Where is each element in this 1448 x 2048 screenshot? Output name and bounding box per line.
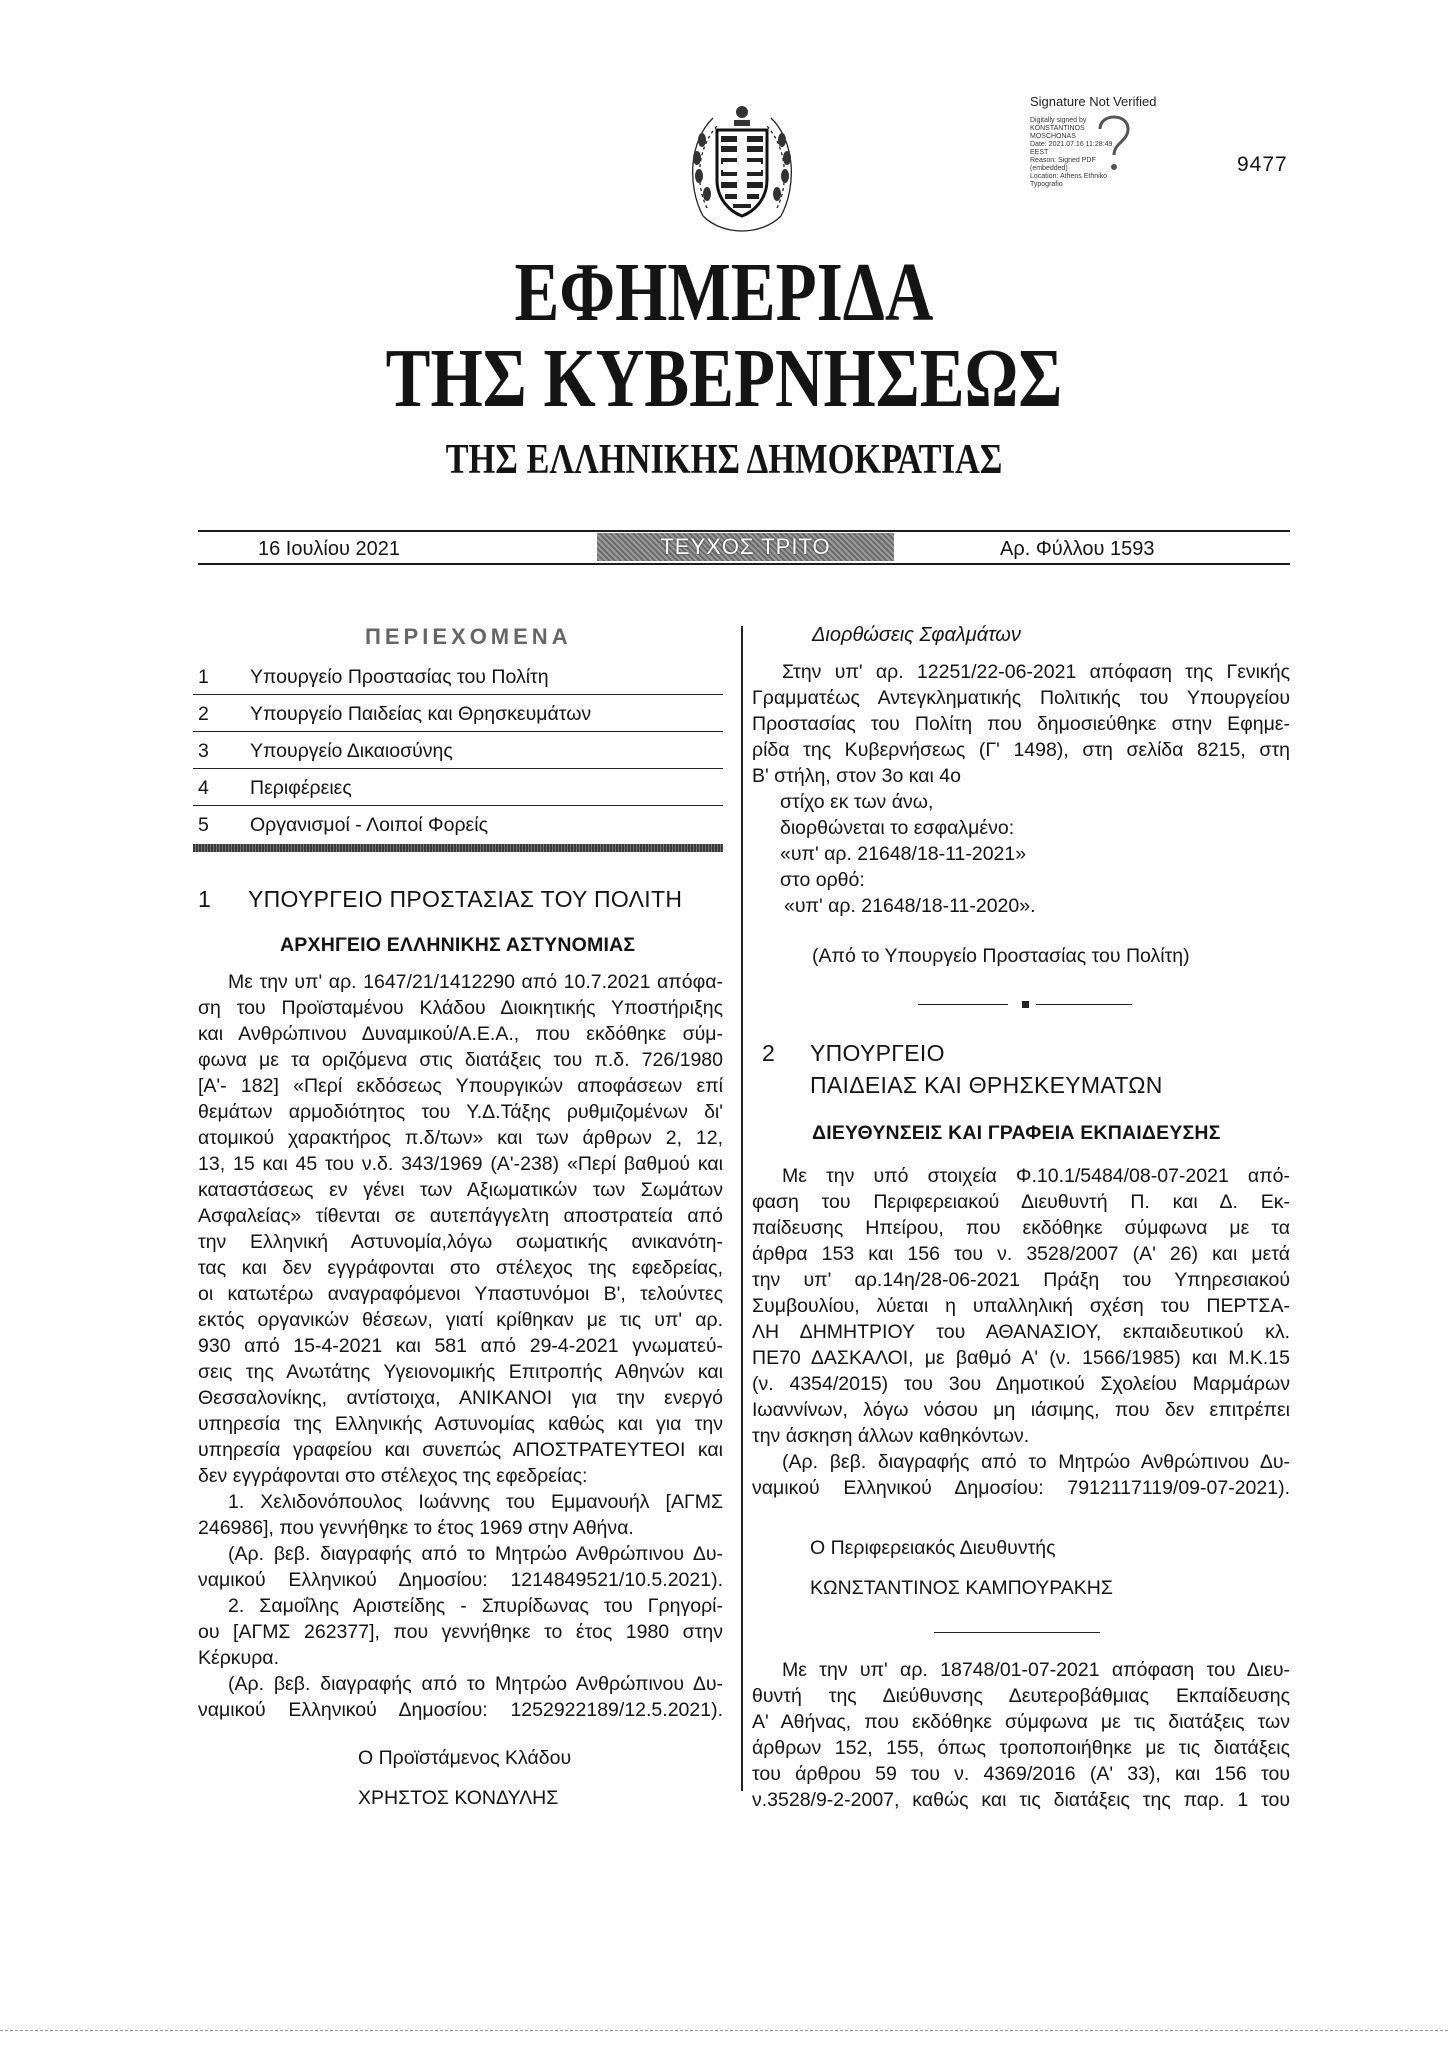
body-line: (Αρ. βεβ. διαγραφής από το Μητρώο Ανθρώπινου Δυ- <box>228 1543 723 1565</box>
body-line: 246986], που γεννήθηκε το έτος 1969 στην Αθήνα. <box>198 1517 634 1539</box>
section1-number: 1 <box>198 886 211 912</box>
body-line: διορθώνεται το εσφαλμένο: <box>780 817 1015 839</box>
body-line: Β' στήλη, στον 3ο και 4ο <box>752 765 961 787</box>
body-line: υπηρεσία γραφείου και συνεπώς ΑΠΟΣΤΡΑΤΕΥΤΕΟΙ και <box>198 1439 723 1461</box>
gazette-title-line2: ΤΗΣ ΚΥΒΕΡΝΗΣΕΩΣ <box>385 332 1063 425</box>
body-line: στο ορθό: <box>780 869 865 891</box>
body-line: Ασφαλείας» τίθενται σε αυτεπάγγελτη αποστρατεία από <box>198 1205 723 1227</box>
body-line: άρθρων 152, 155, όπως τροποποιήθηκε με τις διατάξεις <box>752 1737 1290 1759</box>
body-line: Συμβουλίου, λύεται η υπαλληλική σχέση του ΠΕΡΤΣΑ- <box>752 1295 1290 1317</box>
body-line: Α' Αθήνας, που εκδόθηκε σύμφωνα με τις διατάξεις των <box>752 1711 1290 1733</box>
body-line: ν.3528/9-2-2007, καθώς και τις διατάξεις της παρ. 1 του <box>752 1789 1290 1811</box>
body-line: καταστάσεως εν γένει των Αξιωματικών των Σωμάτων <box>198 1179 723 1201</box>
toc-item-label: Περιφέρειες <box>250 777 352 799</box>
signature-question-mark-icon <box>1090 109 1136 181</box>
toc-item-number: 2 <box>198 703 209 725</box>
separator-rule-left <box>918 1004 1008 1005</box>
section2-subheading: ΔΙΕΥΘΥΝΣΕΙΣ ΚΑΙ ΓΡΑΦΕΙΑ ΕΚΠΑΙΔΕΥΣΗΣ <box>812 1122 1221 1144</box>
page-number: 9477 <box>1237 153 1288 176</box>
body-line: ΠΕ70 ΔΑΣΚΑΛΟΙ, με βαθμό Α' (ν. 1566/1985) και Μ.Κ.15 <box>752 1347 1290 1369</box>
body-line: Με την υπ' αρ. 18748/01-07-2021 απόφαση του Διευ- <box>782 1659 1290 1681</box>
digital-signature-stamp <box>1030 95 1160 205</box>
separator-dot <box>1022 1001 1029 1008</box>
toc-item-label: Υπουργείο Προστασίας του Πολίτη <box>250 666 549 688</box>
body-line: δεν εγγράφονται στο στέλεχος της εφεδρείας: <box>198 1465 588 1487</box>
toc-title: ΠΕΡΙΕΧΟΜΕΝΑ <box>365 624 572 649</box>
gazette-subtitle: ΤΗΣ ΕΛΛΗΝΙΚΗΣ ΔΗΜΟΚΡΑΤΙΑΣ <box>445 437 1003 483</box>
body-line: 2. Σαμοΐλης Αριστείδης - Σπυρίδωνας του Γρηγορί- <box>228 1595 723 1617</box>
body-line: φωνα με τα οριζόμενα στις διατάξεις του π.δ. 726/1980 <box>198 1049 723 1071</box>
issue-sheet-number: Αρ. Φύλλου 1593 <box>1000 538 1155 560</box>
column-divider <box>741 626 743 1791</box>
body-line: (Αρ. βεβ. διαγραφής από το Μητρώο Ανθρώπινου Δυ- <box>228 1673 723 1695</box>
body-line: την Ελληνική Αστυνομία,λόγω σωματικής ανικανότη- <box>198 1231 723 1253</box>
corrections-source: (Από το Υπουργείο Προστασίας του Πολίτη) <box>812 945 1190 967</box>
body-line: ναμικού Ελληνικού Δημοσίου: 1252922189/12.5.2021). <box>198 1699 723 1721</box>
signature-line: Digitally signed by <box>1030 117 1087 124</box>
body-line: Με την υπ' αρ. 1647/21/1412290 από 10.7.2021 απόφα- <box>228 971 723 993</box>
corrections-heading: Διορθώσεις Σφαλμάτων <box>812 624 1021 646</box>
gazette-title-line1: ΕΦΗΜΕΡΙΔΑ <box>514 246 934 339</box>
signature-line: Date: 2021.07.16 11:28:49 <box>1030 141 1113 148</box>
toc-item-label: Υπουργείο Παιδείας και Θρησκευμάτων <box>250 703 592 725</box>
body-line: Ιωαννίνων, λόγω νόσου μη ιάσιμης, που δεν επιτρέπει <box>752 1399 1290 1421</box>
body-line: ου [ΑΓΜΣ 262377], που γεννήθηκε το έτος 1980 στην <box>198 1621 723 1643</box>
body-line: [Α'- 182] «Περί εκδόσεως Υπουργικών αποφάσεων επί <box>198 1075 723 1097</box>
issue-volume-badge: ΤΕΥΧΟΣ ΤΡΙΤΟ <box>597 533 894 561</box>
separator-rule-right <box>1036 1004 1132 1005</box>
section2-heading-line2: ΠΑΙΔΕΙΑΣ ΚΑΙ ΘΡΗΣΚΕΥΜΑΤΩΝ <box>810 1072 1163 1098</box>
toc-item-label: Υπουργείο Δικαιοσύνης <box>250 740 453 762</box>
signature-line: (embedded) <box>1030 165 1068 172</box>
section1-signer-title: Ο Προϊστάμενος Κλάδου <box>358 1747 572 1769</box>
body-line: του άρθρου 59 του ν. 4369/2016 (Α' 33), και 156 του <box>752 1763 1290 1785</box>
body-line: (ν. 4354/2015) του 3ου Δημοτικού Σχολείου Μαρμάρων <box>752 1373 1290 1395</box>
section2-end-rule <box>934 1632 1100 1633</box>
body-line: «υπ' αρ. 21648/18-11-2020». <box>784 895 1036 917</box>
body-line: Γραμματέως Αντεγκληματικής Πολιτικής του Υπουργείου <box>752 687 1290 709</box>
coat-of-arms-emblem <box>683 96 801 242</box>
body-line: Με την υπό στοιχεία Φ.10.1/5484/08-07-2021 από- <box>782 1165 1290 1187</box>
body-line: εκτός οργανικών θέσεων, γιατί κρίθηκαν με τις υπ' αρ. <box>198 1309 723 1331</box>
body-line: θεμάτων αρμοδιότητος του Υ.Δ.Τάξης ρυθμιζομένων δι' <box>198 1101 723 1123</box>
body-line: οι κατωτέρω αναγραφόμενοι Υπαστυνόμοι Β', τελούντες <box>198 1283 723 1305</box>
body-line: άρθρα 153 και 156 του ν. 3528/2007 (Α' 26) και μετά <box>752 1243 1290 1265</box>
signature-line: KONSTANTINOS <box>1030 125 1085 132</box>
body-line: στίχο εκ των άνω, <box>780 791 934 813</box>
issue-bottom-rule <box>198 563 1290 565</box>
body-line: Στην υπ' αρ. 12251/22-06-2021 απόφαση της Γενικής <box>782 661 1290 683</box>
section2-heading-line1: ΥΠΟΥΡΓΕΙΟ <box>810 1040 945 1066</box>
signature-line: Location: Athens Ethniko <box>1030 173 1108 180</box>
signature-line: Typografio <box>1030 181 1063 188</box>
signature-title: Signature Not Verified <box>1030 94 1157 109</box>
signature-line: Reason: Signed PDF <box>1030 157 1096 164</box>
body-line: ατομικού χαρακτήρος π.δ/των» και των άρθρων 2, 12, <box>198 1127 723 1149</box>
toc-divider <box>193 768 723 769</box>
toc-item-number: 1 <box>198 666 209 688</box>
body-line: Προστασίας του Πολίτη που δημοσιεύθηκε στην Εφημε- <box>752 713 1290 735</box>
signature-line: MOSCHONAS <box>1030 133 1076 140</box>
body-line: και Ανθρώπινου Δυναμικού/Α.Ε.Α., που εκδόθηκε σύμ- <box>198 1023 723 1045</box>
body-line: τας και δεν εγγράφονται στο στέλεχος της εφεδρείας, <box>198 1257 723 1279</box>
toc-item-number: 4 <box>198 777 209 799</box>
body-line: «υπ' αρ. 21648/18-11-2021» <box>780 843 1027 865</box>
body-line: θυντή της Διεύθυνσης Δευτεροβάθμιας Εκπαίδευσης <box>752 1685 1290 1707</box>
scan-edge-rule <box>0 2030 1448 2031</box>
body-line: την άσκηση άλλων καθηκόντων. <box>752 1425 1030 1447</box>
section2-signer-name: ΚΩΝΣΤΑΝΤΙΝΟΣ ΚΑΜΠΟΥΡΑΚΗΣ <box>810 1577 1113 1599</box>
section2-number: 2 <box>762 1040 775 1066</box>
body-line: ναμικού Ελληνικού Δημοσίου: 7912117119/09-07-2021). <box>752 1477 1290 1499</box>
toc-item-number: 3 <box>198 740 209 762</box>
issue-top-rule <box>198 530 1290 532</box>
section1-signer-name: ΧΡΗΣΤΟΣ ΚΟΝΔΥΛΗΣ <box>358 1787 559 1809</box>
toc-divider <box>193 805 723 806</box>
body-line: 13, 15 και 45 του ν.δ. 343/1969 (Α'-238) «Περί βαθμού και <box>198 1153 723 1175</box>
section1-subheading: ΑΡΧΗΓΕΙΟ ΕΛΛΗΝΙΚΗΣ ΑΣΤΥΝΟΜΙΑΣ <box>280 934 636 956</box>
body-line: υπηρεσία της Ελληνικής Αστυνομίας καθώς και για την <box>198 1413 723 1435</box>
toc-divider <box>193 731 723 732</box>
toc-item-number: 5 <box>198 814 209 836</box>
body-line: φαση του Περιφερειακού Διευθυντή Π. και Δ. Εκ- <box>752 1191 1290 1213</box>
body-line: ΛΗ ΔΗΜΗΤΡΙΟΥ του ΑΘΑΝΑΣΙΟΥ, εκπαιδευτικού κλ. <box>752 1321 1290 1343</box>
body-line: 930 από 15-4-2021 και 581 από 29-4-2021 γνωματεύ- <box>198 1335 723 1357</box>
section2-signer-title: Ο Περιφερειακός Διευθυντής <box>810 1537 1056 1559</box>
signature-line: EEST <box>1030 149 1049 156</box>
body-line: 1. Χελιδονόπουλος Ιωάννης του Εμμανουήλ [ΑΓΜΣ <box>228 1491 723 1513</box>
body-line: ναμικού Ελληνικού Δημοσίου: 1214849521/10.5.2021). <box>198 1569 723 1591</box>
body-line: σεις της Ανωτάτης Υγειονομικής Επιτροπής Αθηνών και <box>198 1361 723 1383</box>
toc-divider <box>193 694 723 695</box>
body-line: παίδευσης Ηπείρου, που εκδόθηκε σύμφωνα με τα <box>752 1217 1290 1239</box>
body-line: Θεσσαλονίκης, αντίστοιχα, ΑΝΙΚΑΝΟΙ για την ενεργό <box>198 1387 723 1409</box>
body-line: την υπ' αρ.14η/28-06-2021 Πράξη του Υπηρεσιακού <box>752 1269 1290 1291</box>
section1-heading: ΥΠΟΥΡΓΕΙΟ ΠΡΟΣΤΑΣΙΑΣ ΤΟΥ ΠΟΛΙΤΗ <box>248 886 683 912</box>
body-line: (Αρ. βεβ. διαγραφής από το Μητρώο Ανθρώπινου Δυ- <box>782 1451 1290 1473</box>
body-line: ση του Προϊσταμένου Κλάδου Διοικητικής Υποστήριξης <box>198 997 723 1019</box>
issue-date: 16 Ιουλίου 2021 <box>258 538 400 560</box>
body-line: ρίδα της Κυβερνήσεως (Γ' 1498), στη σελίδα 8215, στη <box>752 739 1290 761</box>
toc-item-label: Οργανισμοί - Λοιποί Φορείς <box>250 814 488 836</box>
toc-end-rule <box>193 844 723 852</box>
body-line: Κέρκυρα. <box>198 1647 279 1669</box>
